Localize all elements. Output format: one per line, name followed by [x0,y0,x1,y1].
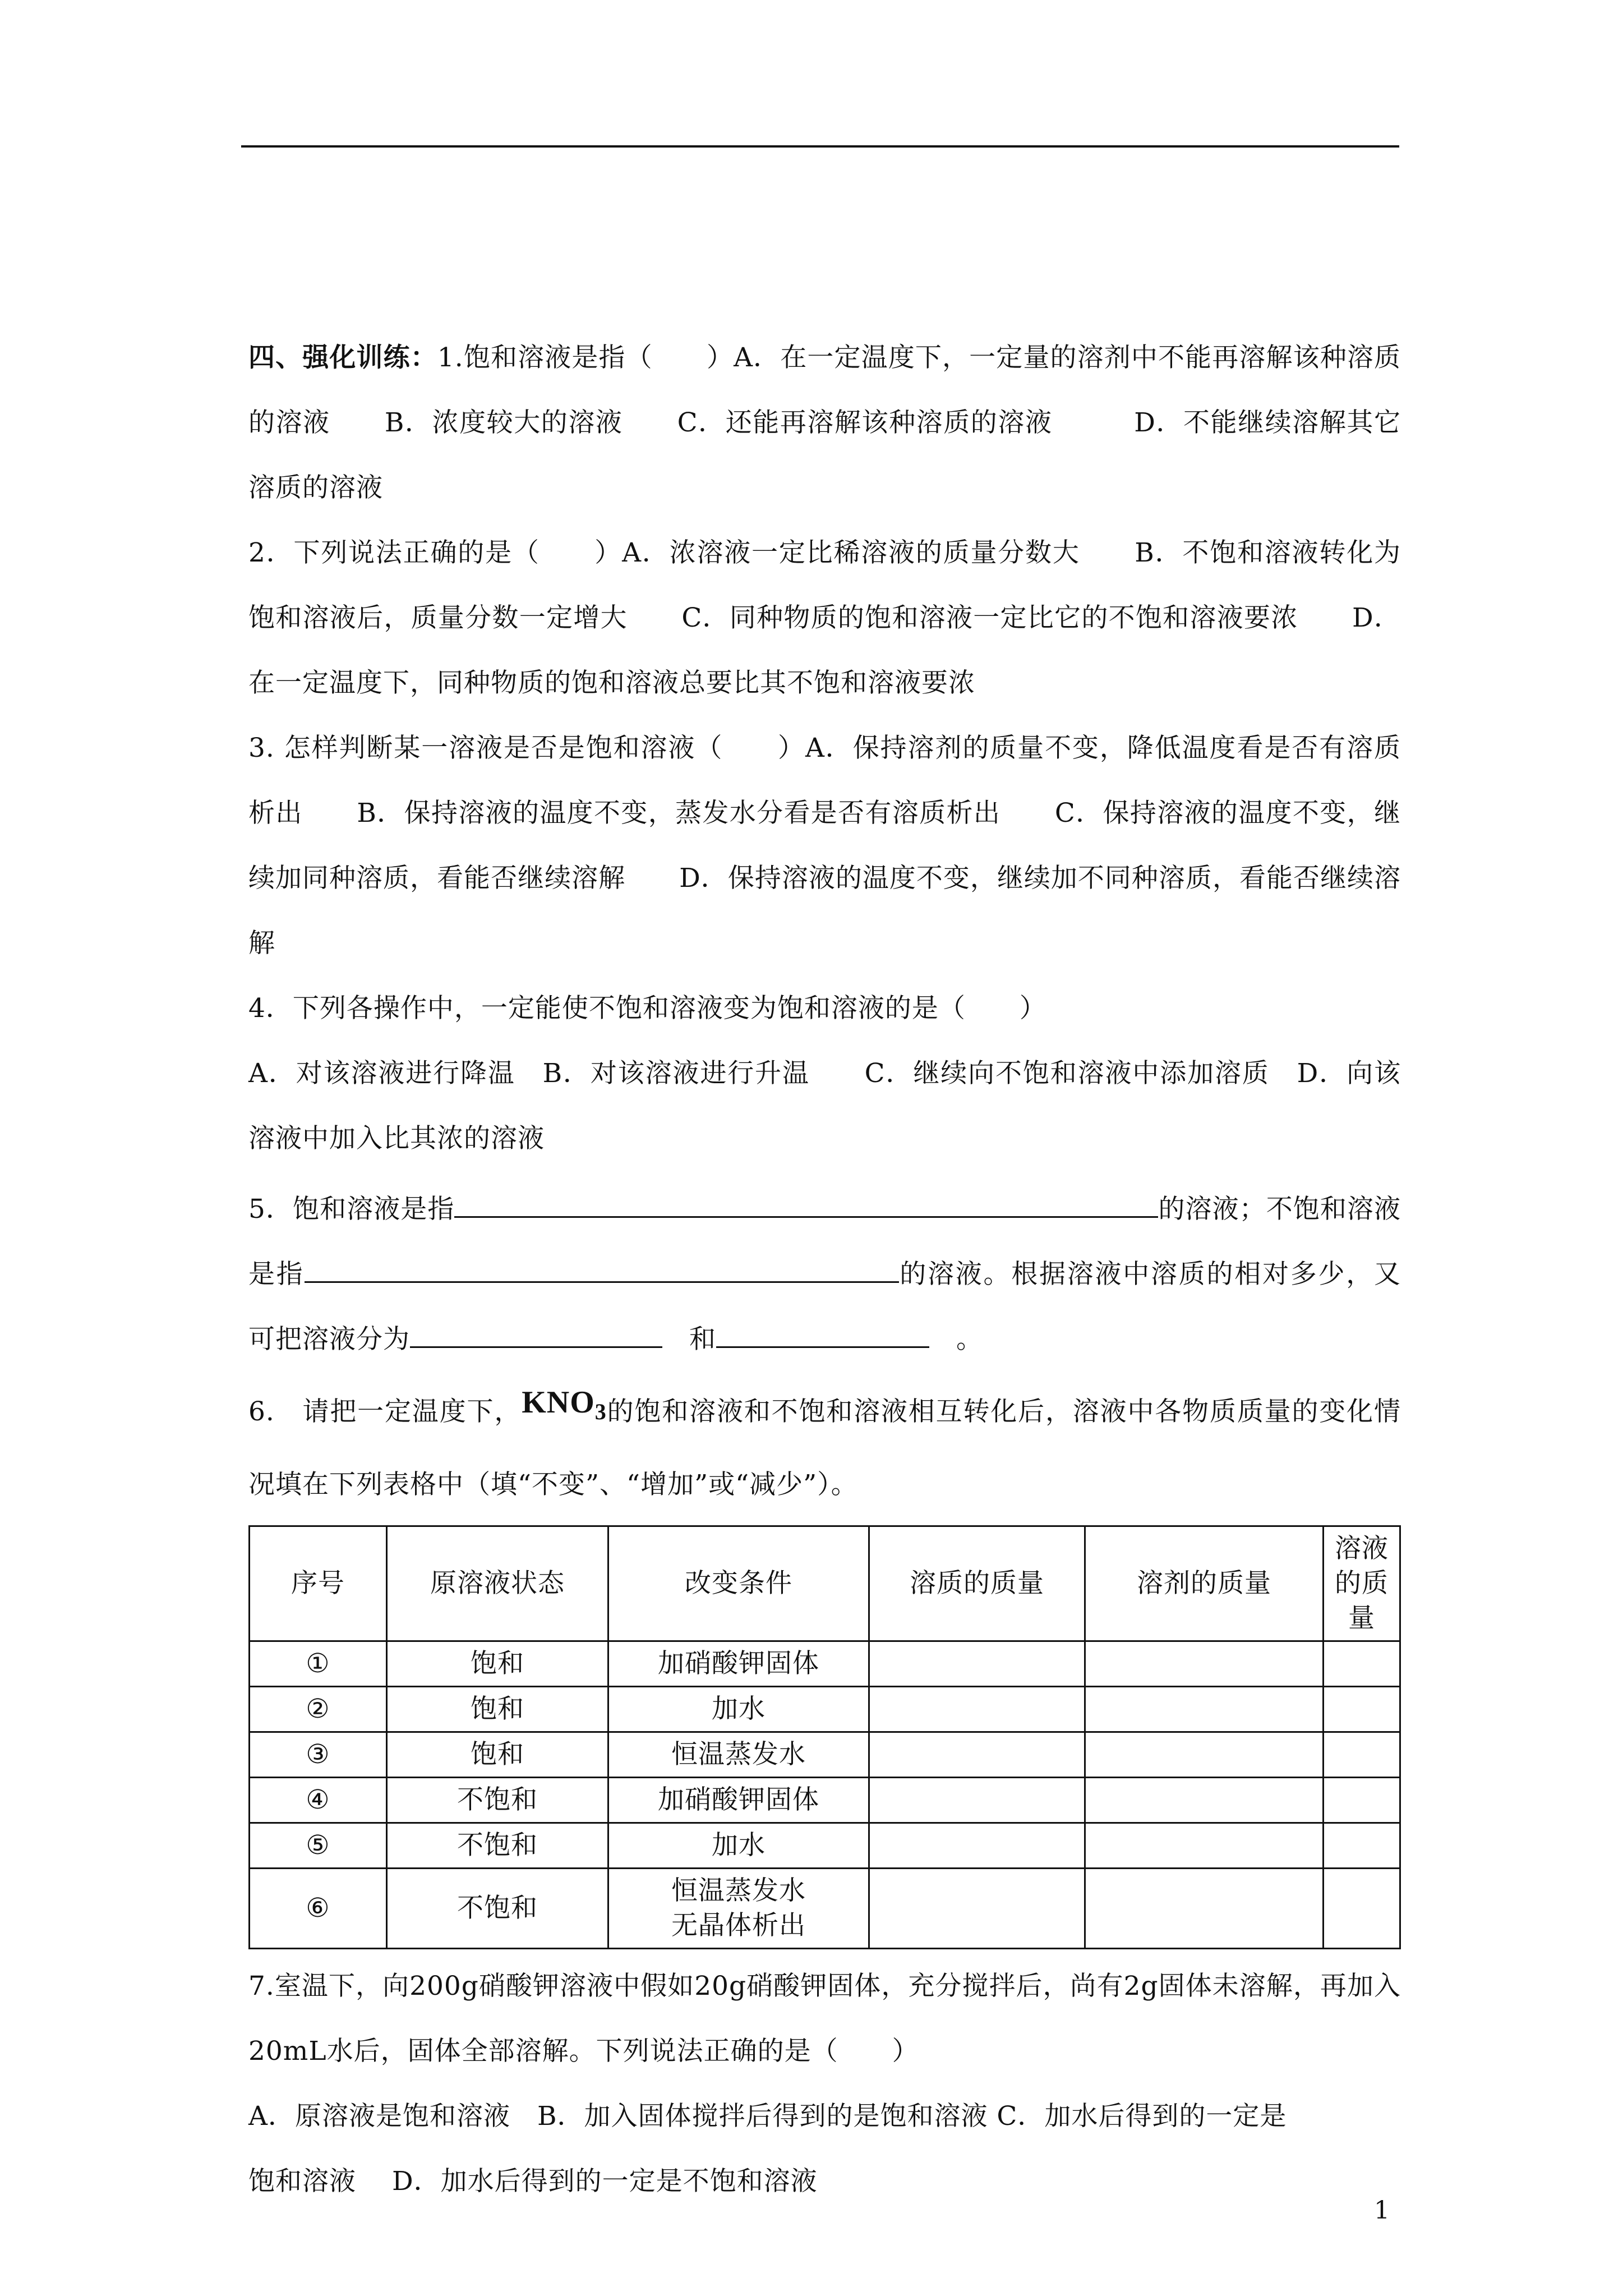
answer-cell[interactable] [1324,1641,1400,1687]
answer-cell[interactable] [869,1641,1085,1687]
table-row: ① 饱和 加硝酸钾固体 [250,1641,1400,1687]
question-7-options-line2: 饱和溶液 D．加水后得到的一定是不饱和溶液 [248,2166,818,2197]
answer-cell[interactable] [869,1732,1085,1778]
question-4-stem: 4．下列各操作中，一定能使不饱和溶液变为饱和溶液的是（ ） [248,993,1046,1024]
answer-cell[interactable] [1085,1823,1324,1869]
table-row: ③ 饱和 恒温蒸发水 [250,1732,1400,1778]
header-solute-mass: 溶质的质量 [869,1526,1085,1641]
question-7-stem: 7.室温下，向200g硝酸钾溶液中假如20g硝酸钾固体，充分搅拌后，尚有2g固体未溶解，再加入20mL水后，固体全部溶解。下列说法正确的是（ ） [248,1971,1401,2067]
page-number: 1 [1374,2196,1390,2225]
table-row: ② 饱和 加水 [250,1687,1400,1732]
fill-blank-1[interactable] [454,1182,1158,1218]
header-rule [241,145,1399,148]
question-1-text: 1.饱和溶液是指（ ）A．在一定温度下，一定量的溶剂中不能再溶解该种溶质的溶液 B．浓度较大的溶液 C．还能再溶解该种溶质的溶液 D．不能继续溶解其它溶质的溶液 [248,342,1401,503]
answer-cell[interactable] [1324,1823,1400,1869]
answer-cell[interactable] [869,1778,1085,1823]
question-7-options-line1: A．原溶液是饱和溶液 B．加入固体搅拌后得到的是饱和溶液 C．加水后得到的一定是 [248,2101,1287,2132]
answer-cell[interactable] [1324,1778,1400,1823]
table-row: ⑥ 不饱和 恒温蒸发水 无晶体析出 [250,1869,1400,1949]
answer-cell[interactable] [869,1869,1085,1949]
header-no: 序号 [250,1526,387,1641]
header-condition: 改变条件 [608,1526,869,1641]
mass-change-table [248,1525,1401,1949]
question-2: 2．下列说法正确的是（ ）A．浓溶液一定比稀溶液的质量分数大 B．不饱和溶液转化为饱和溶液后，质量分数一定增大 C．同种物质的饱和溶液一定比它的不饱和溶液要浓 D．在一定温度下，同种物质的饱和溶液总要比其不饱和溶液要浓 [248,537,1401,698]
table-header-row [250,1526,1400,1641]
section-title: 四、强化训练： [248,342,437,373]
answer-cell[interactable] [1324,1732,1400,1778]
answer-cell[interactable] [1085,1778,1324,1823]
answer-cell[interactable] [1085,1687,1324,1732]
fill-blank-2[interactable] [305,1248,899,1283]
answer-cell[interactable] [869,1823,1085,1869]
question-6: 6. 请把一定温度下，$KNO_3$的饱和溶液和不饱和溶液相互转化后，溶液中各物质质量的变化情况填在下列表格中（填“不变”、“增加”或“减少”）。 [248,1385,1401,1501]
answer-cell[interactable] [869,1687,1085,1732]
kno3-formula: $KNO_3$ [522,1385,607,1425]
table-row: ④ 不饱和 加硝酸钾固体 [250,1778,1400,1823]
question-3: 3. 怎样判断某一溶液是否是饱和溶液（ ）A．保持溶剂的质量不变，降低温度看是否有溶质析出 B．保持溶液的温度不变，蒸发水分看是否有溶质析出 C．保持溶液的温度不变，继续加同种溶质，看能否继续溶解 D．保持溶液的温度不变，继续加不同种溶质，看能否继续溶解 [248,733,1401,959]
question-4-options: A．对该溶液进行降温 B．对该溶液进行升温 C．继续向不饱和溶液中添加溶质 D．向该溶液中加入比其浓的溶液 [248,1058,1401,1154]
answer-cell[interactable] [1085,1869,1324,1949]
fill-blank-3[interactable] [410,1313,662,1348]
answer-cell[interactable] [1085,1732,1324,1778]
fill-blank-4[interactable] [716,1313,929,1348]
table-row: ⑤ 不饱和 加水 [250,1823,1400,1869]
header-solution-mass: 溶液的质量 [1324,1526,1400,1641]
question-5: 5．饱和溶液是指 的溶液；不饱和溶液是指 的溶液。根据溶液中溶质的相对多少，又可把溶液分为 和 。 [248,1177,1401,1372]
header-solvent-mass: 溶剂的质量 [1085,1526,1324,1641]
answer-cell[interactable] [1324,1869,1400,1949]
question-1 [248,325,1401,521]
answer-cell[interactable] [1085,1641,1324,1687]
header-state: 原溶液状态 [387,1526,608,1641]
answer-cell[interactable] [1324,1687,1400,1732]
worksheet-content [248,325,1401,2214]
